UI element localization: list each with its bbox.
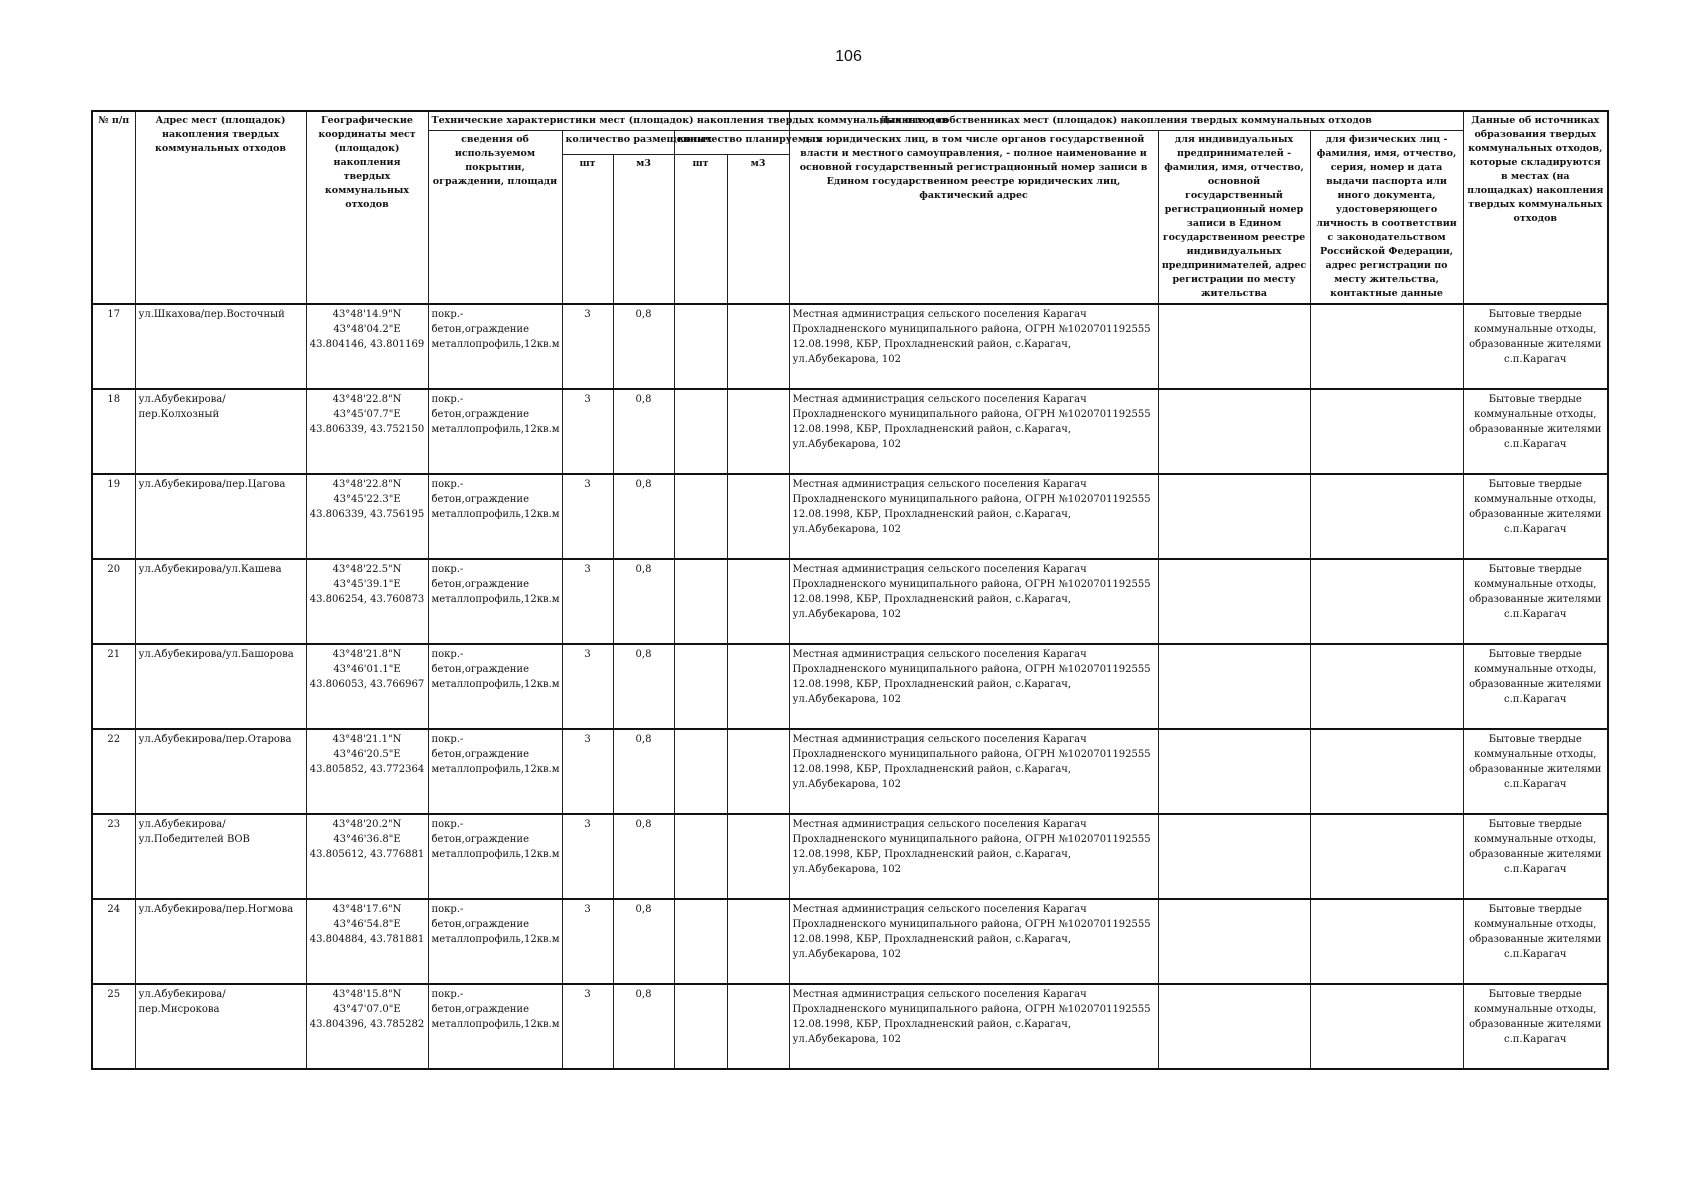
row-m3: 0,8 bbox=[613, 814, 674, 899]
row-m3-planned bbox=[727, 814, 789, 899]
row-lat: 43°48'21.1"N bbox=[332, 734, 402, 745]
row-phys bbox=[1310, 814, 1463, 899]
row-lat: 43°48'22.5"N bbox=[332, 564, 402, 575]
row-number: 21 bbox=[92, 644, 135, 729]
table-row bbox=[92, 814, 1608, 899]
row-ip bbox=[1158, 899, 1310, 984]
row-owner: Местная администрация сельского поселения Карагач Прохладненского муниципального района, ОГРН №1020701192555 12.08.1998, КБР, Прохладненский район, с.Карагач, ул.Абубекарова, 102 bbox=[789, 814, 1158, 899]
row-lat: 43°48'14.9"N bbox=[332, 309, 402, 320]
row-decimal: 43.806254, 43.760873 bbox=[309, 594, 425, 605]
row-m3: 0,8 bbox=[613, 729, 674, 814]
col-tech: Технические характеристики мест (площадок) накопления твердых коммунальных отходов bbox=[428, 111, 789, 131]
row-tech: покр.-бетон,ограждение металлопрофиль,12кв.м bbox=[428, 644, 562, 729]
row-sht: 3 bbox=[562, 389, 613, 474]
row-sht: 3 bbox=[562, 899, 613, 984]
row-source: Бытовые твердые коммунальные отходы, образованные жителями с.п.Карагач bbox=[1463, 814, 1608, 899]
row-sht-planned bbox=[674, 899, 727, 984]
row-phys bbox=[1310, 474, 1463, 559]
col-qty-a: количество размещенных bbox=[562, 131, 674, 155]
row-decimal: 43.806053, 43.766967 bbox=[309, 679, 425, 690]
row-owner: Местная администрация сельского поселения Карагач Прохладненского муниципального района, ОГРН №1020701192555 12.08.1998, КБР, Прохладненский район, с.Карагач, ул.Абубекарова, 102 bbox=[789, 304, 1158, 389]
row-sht: 3 bbox=[562, 729, 613, 814]
waste-sites-table bbox=[91, 110, 1609, 1070]
row-owner: Местная администрация сельского поселения Карагач Прохладненского муниципального района, ОГРН №1020701192555 12.08.1998, КБР, Прохладненский район, с.Карагач, ул.Абубекарова, 102 bbox=[789, 729, 1158, 814]
row-ip bbox=[1158, 984, 1310, 1069]
col-owners: Данные о собственниках мест (площадок) накопления твердых коммунальных отходов bbox=[789, 111, 1463, 131]
col-sht-b: шт bbox=[674, 154, 727, 304]
col-m3-b: м3 bbox=[727, 154, 789, 304]
table-row bbox=[92, 304, 1608, 389]
header-row-1 bbox=[92, 111, 1608, 131]
row-m3-planned bbox=[727, 474, 789, 559]
col-legal: для юридических лиц, в том числе органов государственной власти и местного самоуправления, - полное наименование и основной государственный регистрационный номер записи в Едином государственном реестре юридических лиц, фактический адрес bbox=[789, 131, 1158, 305]
row-sht: 3 bbox=[562, 559, 613, 644]
row-tech: покр.-бетон,ограждение металлопрофиль,12кв.м bbox=[428, 814, 562, 899]
row-tech: покр.-бетон,ограждение металлопрофиль,12кв.м bbox=[428, 559, 562, 644]
row-coordinates bbox=[306, 814, 428, 899]
row-sht-planned bbox=[674, 474, 727, 559]
row-tech: покр.-бетон,ограждение металлопрофиль,12кв.м bbox=[428, 899, 562, 984]
row-m3-planned bbox=[727, 389, 789, 474]
row-decimal: 43.804396, 43.785282 bbox=[309, 1019, 425, 1030]
row-m3: 0,8 bbox=[613, 644, 674, 729]
row-m3: 0,8 bbox=[613, 899, 674, 984]
row-lon: 43°45'07.7"E bbox=[333, 409, 401, 420]
row-m3-planned bbox=[727, 984, 789, 1069]
table-row bbox=[92, 644, 1608, 729]
row-phys bbox=[1310, 559, 1463, 644]
row-source: Бытовые твердые коммунальные отходы, образованные жителями с.п.Карагач bbox=[1463, 729, 1608, 814]
row-phys bbox=[1310, 389, 1463, 474]
row-number: 20 bbox=[92, 559, 135, 644]
row-source: Бытовые твердые коммунальные отходы, образованные жителями с.п.Карагач bbox=[1463, 559, 1608, 644]
row-owner: Местная администрация сельского поселения Карагач Прохладненского муниципального района, ОГРН №1020701192555 12.08.1998, КБР, Прохладненский район, с.Карагач, ул.Абубекарова, 102 bbox=[789, 389, 1158, 474]
row-number: 22 bbox=[92, 729, 135, 814]
table-row bbox=[92, 389, 1608, 474]
page-number: 106 bbox=[835, 48, 862, 65]
row-coordinates bbox=[306, 559, 428, 644]
row-m3: 0,8 bbox=[613, 389, 674, 474]
row-phys bbox=[1310, 899, 1463, 984]
row-ip bbox=[1158, 474, 1310, 559]
row-m3: 0,8 bbox=[613, 474, 674, 559]
row-lon: 43°48'04.2"E bbox=[333, 324, 401, 335]
row-phys bbox=[1310, 644, 1463, 729]
row-sht: 3 bbox=[562, 304, 613, 389]
row-address: ул.Абубекирова/пер.Отарова bbox=[135, 729, 306, 814]
row-m3: 0,8 bbox=[613, 304, 674, 389]
row-tech: покр.-бетон,ограждение металлопрофиль,12кв.м bbox=[428, 474, 562, 559]
row-tech: покр.-бетон,ограждение металлопрофиль,12кв.м bbox=[428, 984, 562, 1069]
row-lon: 43°46'54.8"E bbox=[333, 919, 401, 930]
row-address: ул.Абубекирова/ пер.Мисрокова bbox=[135, 984, 306, 1069]
row-sht-planned bbox=[674, 559, 727, 644]
row-source: Бытовые твердые коммунальные отходы, образованные жителями с.п.Карагач bbox=[1463, 304, 1608, 389]
row-phys bbox=[1310, 729, 1463, 814]
row-sht: 3 bbox=[562, 814, 613, 899]
row-source: Бытовые твердые коммунальные отходы, образованные жителями с.п.Карагач bbox=[1463, 984, 1608, 1069]
row-ip bbox=[1158, 389, 1310, 474]
row-decimal: 43.805612, 43.776881 bbox=[309, 849, 425, 860]
col-phys: для физических лиц - фамилия, имя, отчество, серия, номер и дата выдачи паспорта или иного документа, удостоверяющего личность в соответствии с законодательством Российской Федерации, адрес регистрации по месту жительства, контактные данные bbox=[1310, 131, 1463, 305]
row-tech: покр.-бетон,ограждение металлопрофиль,12кв.м bbox=[428, 304, 562, 389]
row-ip bbox=[1158, 729, 1310, 814]
row-lon: 43°47'07.0"E bbox=[333, 1004, 401, 1015]
row-decimal: 43.806339, 43.756195 bbox=[309, 509, 425, 520]
row-address: ул.Абубекирова/ул.Башорова bbox=[135, 644, 306, 729]
col-tech-info: сведения об используемом покрытии, ограждении, площади bbox=[428, 131, 562, 305]
row-owner: Местная администрация сельского поселения Карагач Прохладненского муниципального района, ОГРН №1020701192555 12.08.1998, КБР, Прохладненский район, с.Карагач, ул.Абубекарова, 102 bbox=[789, 899, 1158, 984]
row-lon: 43°46'01.1"E bbox=[333, 664, 401, 675]
row-sht-planned bbox=[674, 814, 727, 899]
row-sht-planned bbox=[674, 644, 727, 729]
row-address: ул.Абубекирова/ ул.Победителей ВОВ bbox=[135, 814, 306, 899]
table-row bbox=[92, 984, 1608, 1069]
row-ip bbox=[1158, 304, 1310, 389]
row-m3: 0,8 bbox=[613, 984, 674, 1069]
row-lat: 43°48'20.2"N bbox=[332, 819, 402, 830]
row-coordinates bbox=[306, 304, 428, 389]
row-lon: 43°45'22.3"E bbox=[333, 494, 401, 505]
row-lon: 43°45'39.1"E bbox=[333, 579, 401, 590]
row-ip bbox=[1158, 644, 1310, 729]
row-decimal: 43.806339, 43.752150 bbox=[309, 424, 425, 435]
row-m3-planned bbox=[727, 559, 789, 644]
row-phys bbox=[1310, 984, 1463, 1069]
row-address: ул.Абубекирова/ул.Кашева bbox=[135, 559, 306, 644]
row-m3-planned bbox=[727, 304, 789, 389]
row-lat: 43°48'15.8"N bbox=[332, 989, 402, 1000]
row-owner: Местная администрация сельского поселения Карагач Прохладненского муниципального района, ОГРН №1020701192555 12.08.1998, КБР, Прохладненский район, с.Карагач, ул.Абубекарова, 102 bbox=[789, 984, 1158, 1069]
row-m3: 0,8 bbox=[613, 559, 674, 644]
row-sht-planned bbox=[674, 984, 727, 1069]
col-m3-a: м3 bbox=[613, 154, 674, 304]
row-ip bbox=[1158, 559, 1310, 644]
row-address: ул.Абубекирова/ пер.Колхозный bbox=[135, 389, 306, 474]
row-source: Бытовые твердые коммунальные отходы, образованные жителями с.п.Карагач bbox=[1463, 474, 1608, 559]
row-m3-planned bbox=[727, 729, 789, 814]
row-sht-planned bbox=[674, 389, 727, 474]
row-address: ул.Шкахова/пер.Восточный bbox=[135, 304, 306, 389]
row-sht: 3 bbox=[562, 644, 613, 729]
row-number: 25 bbox=[92, 984, 135, 1069]
table-row bbox=[92, 474, 1608, 559]
col-num: № п/п bbox=[92, 111, 135, 304]
row-phys bbox=[1310, 304, 1463, 389]
table-row bbox=[92, 729, 1608, 814]
row-number: 17 bbox=[92, 304, 135, 389]
row-coordinates bbox=[306, 474, 428, 559]
row-decimal: 43.805852, 43.772364 bbox=[309, 764, 425, 775]
row-number: 23 bbox=[92, 814, 135, 899]
row-number: 18 bbox=[92, 389, 135, 474]
row-sht: 3 bbox=[562, 474, 613, 559]
row-address: ул.Абубекирова/пер.Ногмова bbox=[135, 899, 306, 984]
row-sht-planned bbox=[674, 729, 727, 814]
row-coordinates bbox=[306, 984, 428, 1069]
table-row bbox=[92, 559, 1608, 644]
row-lon: 43°46'20.5"E bbox=[333, 749, 401, 760]
col-address: Адрес мест (площадок) накопления твердых коммунальных отходов bbox=[135, 111, 306, 304]
row-ip bbox=[1158, 814, 1310, 899]
row-tech: покр.-бетон,ограждение металлопрофиль,12кв.м bbox=[428, 389, 562, 474]
row-coordinates bbox=[306, 644, 428, 729]
row-m3-planned bbox=[727, 644, 789, 729]
col-coords: Географические координаты мест (площадок) накопления твердых коммунальных отходов bbox=[306, 111, 428, 304]
row-lon: 43°46'36.8"E bbox=[333, 834, 401, 845]
row-source: Бытовые твердые коммунальные отходы, образованные жителями с.п.Карагач bbox=[1463, 899, 1608, 984]
row-source: Бытовые твердые коммунальные отходы, образованные жителями с.п.Карагач bbox=[1463, 644, 1608, 729]
row-owner: Местная администрация сельского поселения Карагач Прохладненского муниципального района, ОГРН №1020701192555 12.08.1998, КБР, Прохладненский район, с.Карагач, ул.Абубекарова, 102 bbox=[789, 474, 1158, 559]
row-lat: 43°48'22.8"N bbox=[332, 394, 402, 405]
row-lat: 43°48'21.8"N bbox=[332, 649, 402, 660]
row-address: ул.Абубекирова/пер.Цагова bbox=[135, 474, 306, 559]
row-coordinates bbox=[306, 389, 428, 474]
col-sources: Данные об источниках образования твердых коммунальных отходов, которые складируются в местах (на площадках) накопления твердых коммунальных отходов bbox=[1463, 111, 1608, 304]
row-number: 24 bbox=[92, 899, 135, 984]
row-tech: покр.-бетон,ограждение металлопрофиль,12кв.м bbox=[428, 729, 562, 814]
row-owner: Местная администрация сельского поселения Карагач Прохладненского муниципального района, ОГРН №1020701192555 12.08.1998, КБР, Прохладненский район, с.Карагач, ул.Абубекарова, 102 bbox=[789, 644, 1158, 729]
row-sht-planned bbox=[674, 304, 727, 389]
row-lat: 43°48'22.8"N bbox=[332, 479, 402, 490]
row-decimal: 43.804884, 43.781881 bbox=[309, 934, 425, 945]
col-ip: для индивидуальных предпринимателей - фамилия, имя, отчество, основной государственный регистрационный номер записи в Едином государственном реестре индивидуальных предпринимателей, адрес регистрации по месту жительства bbox=[1158, 131, 1310, 305]
table-row bbox=[92, 899, 1608, 984]
row-number: 19 bbox=[92, 474, 135, 559]
row-coordinates bbox=[306, 729, 428, 814]
row-sht: 3 bbox=[562, 984, 613, 1069]
col-qty-b: количество планируемых bbox=[674, 131, 789, 155]
row-decimal: 43.804146, 43.801169 bbox=[309, 339, 425, 350]
col-sht-a: шт bbox=[562, 154, 613, 304]
row-m3-planned bbox=[727, 899, 789, 984]
row-source: Бытовые твердые коммунальные отходы, образованные жителями с.п.Карагач bbox=[1463, 389, 1608, 474]
row-lat: 43°48'17.6"N bbox=[332, 904, 402, 915]
row-coordinates bbox=[306, 899, 428, 984]
row-owner: Местная администрация сельского поселения Карагач Прохладненского муниципального района, ОГРН №1020701192555 12.08.1998, КБР, Прохладненский район, с.Карагач, ул.Абубекарова, 102 bbox=[789, 559, 1158, 644]
